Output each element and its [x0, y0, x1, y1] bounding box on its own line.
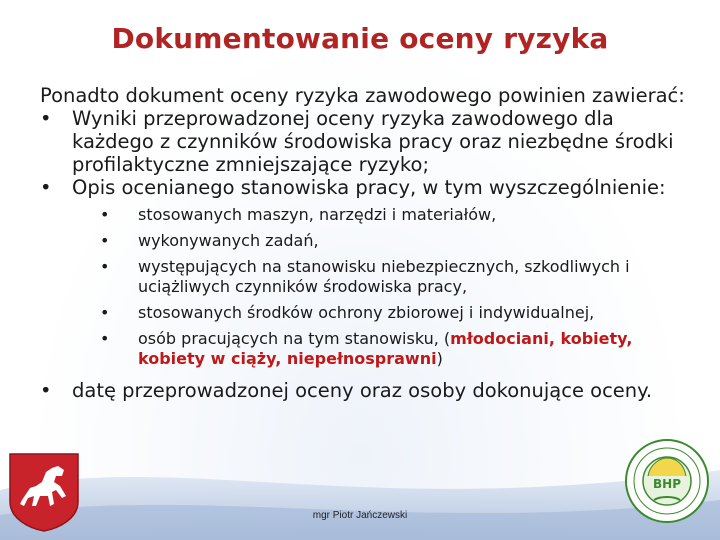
sub-bullet-item [100, 231, 680, 251]
bullet-dot: • [100, 329, 110, 348]
sub-bullet-suffix: ) [436, 349, 443, 368]
sub-bullet-prefix: osób pracujących na tym stanowisku, ( [138, 329, 451, 348]
sub-bullet-list [100, 205, 680, 369]
highlighted-groups: młodociani, kobiety, kobiety w ciąży, niepełnosprawni [138, 329, 633, 368]
sub-bullet-text: wykonywanych zadań, [138, 231, 319, 250]
bullet-dot: • [100, 303, 110, 322]
bullet-dot: • [100, 205, 110, 224]
bullet-dot: • [40, 379, 52, 402]
sub-bullet-item [100, 205, 680, 225]
sub-bullet-text: stosowanych maszyn, narzędzi i materiałów, [138, 205, 497, 224]
intro-text: Ponadto dokument oceny ryzyka zawodowego powinien zawierać: [40, 84, 685, 107]
bullet-item [40, 107, 700, 176]
bottom-decoration [0, 430, 720, 540]
bullet-item [40, 379, 700, 402]
sub-bullet-item [100, 303, 680, 323]
bullet-dot: • [40, 176, 52, 199]
bullet-text: Wyniki przeprowadzonej oceny ryzyka zawodowego dla każdego z czynników środowiska pracy oraz niezbędne środki profilaktyczne zmniejszające ryzyko; [72, 107, 674, 176]
bullet-text: datę przeprowadzonej oceny oraz osoby dokonujące oceny. [72, 379, 653, 402]
bullet-text: Opis ocenianego stanowiska pracy, w tym wyszczególnienie: [72, 176, 666, 199]
slide-title: Dokumentowanie oceny ryzyka [111, 22, 609, 55]
footer-author: mgr Piotr Jańczewski [312, 510, 408, 521]
sub-bullet-text: stosowanych środków ochrony zbiorowej i indywidualnej, [138, 303, 595, 322]
logo-text: BHP [653, 477, 681, 491]
bullet-dot: • [100, 257, 110, 276]
sub-bullet-text: występujących na stanowisku niebezpiecznych, szkodliwych i uciążliwych czynników środowiska pracy, [138, 257, 630, 296]
bullet-dot: • [40, 107, 52, 130]
sub-bullet-text [138, 329, 632, 368]
bullet-dot: • [100, 231, 110, 250]
sub-bullet-item [100, 329, 680, 369]
bullet-item [40, 176, 700, 199]
sub-bullet-item [100, 257, 680, 297]
slide-body [40, 84, 700, 402]
